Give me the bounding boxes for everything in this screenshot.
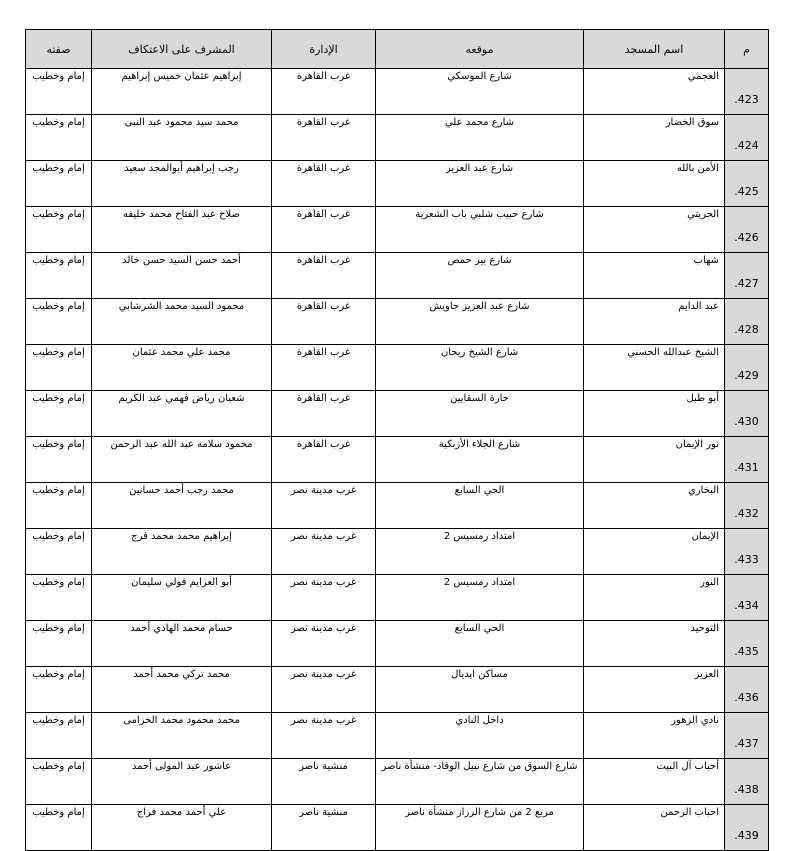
supervisor-cell: محمد رجب أحمد حسانين [92, 483, 272, 529]
location-cell: مربع 2 من شارع الرزاز منشأة ناصر [376, 805, 584, 851]
supervisor-cell: محمد علي محمد عثمان [92, 345, 272, 391]
administration-cell: غرب القاهرة [272, 69, 376, 115]
table-row [26, 299, 769, 345]
mosque-name-cell: العجمي [584, 69, 725, 115]
administration-cell: غرب القاهرة [272, 345, 376, 391]
role-cell: إمام وخطيب [26, 529, 92, 575]
role-cell: إمام وخطيب [26, 253, 92, 299]
role-cell: إمام وخطيب [26, 69, 92, 115]
mosque-name-cell: النور [584, 575, 725, 621]
row-number: .437 [725, 713, 769, 759]
table-row [26, 575, 769, 621]
role-cell: إمام وخطيب [26, 345, 92, 391]
mosque-name-cell: الأمن بالله [584, 161, 725, 207]
role-cell: إمام وخطيب [26, 483, 92, 529]
table-body [26, 69, 769, 851]
role-cell: إمام وخطيب [26, 299, 92, 345]
location-cell: شارع الموسكي [376, 69, 584, 115]
table-row [26, 621, 769, 667]
location-cell: امتداد رمسيس 2 [376, 575, 584, 621]
location-cell: شارع حبيب شلبي باب الشعرية [376, 207, 584, 253]
table-row [26, 391, 769, 437]
row-number: .425 [725, 161, 769, 207]
role-cell: إمام وخطيب [26, 161, 92, 207]
role-cell: إمام وخطيب [26, 391, 92, 437]
administration-cell: غرب مدينة نصر [272, 575, 376, 621]
table-row [26, 345, 769, 391]
administration-cell: غرب القاهرة [272, 437, 376, 483]
row-number: .433 [725, 529, 769, 575]
role-cell: إمام وخطيب [26, 115, 92, 161]
supervisor-cell: شعبان رياض فهمي عبد الكريم [92, 391, 272, 437]
row-number: .436 [725, 667, 769, 713]
row-number: .435 [725, 621, 769, 667]
supervisor-cell: محمود السيد محمد الشرشابي [92, 299, 272, 345]
row-number: .424 [725, 115, 769, 161]
supervisor-cell: إبراهيم محمد محمد فرج [92, 529, 272, 575]
header-mosque-name: اسم المسجد [584, 30, 725, 69]
administration-cell: غرب القاهرة [272, 115, 376, 161]
mosque-name-cell: العزيز [584, 667, 725, 713]
supervisor-cell: صلاح عبد الفتاح محمد خليفه [92, 207, 272, 253]
location-cell: شارع الجلاء الأزبكية [376, 437, 584, 483]
table-header-row [26, 30, 769, 69]
table-row [26, 115, 769, 161]
supervisor-cell: علي أحمد محمد فراج [92, 805, 272, 851]
mosque-name-cell: أحباب آل البيت [584, 759, 725, 805]
supervisor-cell: رجب إبراهيم أبوالمجد سعيد [92, 161, 272, 207]
supervisor-cell: عاشور عبد المولى أحمد [92, 759, 272, 805]
administration-cell: غرب مدينة نصر [272, 667, 376, 713]
administration-cell: غرب القاهرة [272, 299, 376, 345]
location-cell: شارع الشيخ ريحان [376, 345, 584, 391]
table-row [26, 161, 769, 207]
row-number: .438 [725, 759, 769, 805]
supervisor-cell: أبو العزايم فولي سليمان [92, 575, 272, 621]
administration-cell: غرب مدينة نصر [272, 529, 376, 575]
mosque-name-cell: البخاري [584, 483, 725, 529]
role-cell: إمام وخطيب [26, 621, 92, 667]
row-number: .426 [725, 207, 769, 253]
location-cell: شارع عبد العزيز جاويش [376, 299, 584, 345]
row-number: .432 [725, 483, 769, 529]
location-cell: شارع محمد علي [376, 115, 584, 161]
supervisor-cell: حسام محمد الهادي أحمد [92, 621, 272, 667]
header-number: م [725, 30, 769, 69]
supervisor-cell: محمود سلامه عبد الله عبد الرحمن [92, 437, 272, 483]
row-number: .428 [725, 299, 769, 345]
location-cell: الحي السابع [376, 483, 584, 529]
role-cell: إمام وخطيب [26, 207, 92, 253]
mosque-name-cell: التوحيد [584, 621, 725, 667]
row-number: .431 [725, 437, 769, 483]
row-number: .434 [725, 575, 769, 621]
mosque-name-cell: نور الإيمان [584, 437, 725, 483]
location-cell: امتداد رمسيس 2 [376, 529, 584, 575]
table-row [26, 529, 769, 575]
role-cell: إمام وخطيب [26, 667, 92, 713]
table-row [26, 207, 769, 253]
mosque-name-cell: أبو طبل [584, 391, 725, 437]
location-cell: الحي السابع [376, 621, 584, 667]
role-cell: إمام وخطيب [26, 713, 92, 759]
mosque-name-cell: سوق الخضار [584, 115, 725, 161]
table-row [26, 69, 769, 115]
mosque-name-cell: نادي الزهور [584, 713, 725, 759]
row-number: .423 [725, 69, 769, 115]
header-location: موقعه [376, 30, 584, 69]
row-number: .429 [725, 345, 769, 391]
administration-cell: غرب القاهرة [272, 207, 376, 253]
location-cell: شارع السوق من شارع نبيل الوقاد- منشأة ناصر [376, 759, 584, 805]
location-cell: حارة السقايين [376, 391, 584, 437]
supervisor-cell: إبراهيم عثمان خميس إبراهيم [92, 69, 272, 115]
table-row [26, 253, 769, 299]
administration-cell: منشية ناصر [272, 805, 376, 851]
mosque-name-cell: الحريتي [584, 207, 725, 253]
supervisor-cell: محمد سيد محمود عبد النبى [92, 115, 272, 161]
administration-cell: غرب القاهرة [272, 391, 376, 437]
header-role: صفته [26, 30, 92, 69]
header-supervisor: المشرف على الاعتكاف [92, 30, 272, 69]
table-row [26, 667, 769, 713]
table-row [26, 437, 769, 483]
table-row [26, 805, 769, 851]
row-number: .430 [725, 391, 769, 437]
location-cell: شارع عبد العزيز [376, 161, 584, 207]
administration-cell: غرب مدينة نصر [272, 483, 376, 529]
table-row [26, 713, 769, 759]
role-cell: إمام وخطيب [26, 805, 92, 851]
administration-cell: غرب القاهرة [272, 253, 376, 299]
mosque-name-cell: الشيخ عبدالله الحسني [584, 345, 725, 391]
row-number: .439 [725, 805, 769, 851]
role-cell: إمام وخطيب [26, 575, 92, 621]
administration-cell: غرب مدينة نصر [272, 621, 376, 667]
mosque-roster-table [25, 29, 769, 851]
location-cell: شارع بير حمص [376, 253, 584, 299]
mosque-name-cell: الإيمان [584, 529, 725, 575]
location-cell: داخل النادي [376, 713, 584, 759]
table-row [26, 759, 769, 805]
table-row [26, 483, 769, 529]
mosque-name-cell: عبد الدايم [584, 299, 725, 345]
row-number: .427 [725, 253, 769, 299]
administration-cell: منشية ناصر [272, 759, 376, 805]
role-cell: إمام وخطيب [26, 437, 92, 483]
supervisor-cell: محمد تركي محمد أحمد [92, 667, 272, 713]
location-cell: مساكن ايديال [376, 667, 584, 713]
supervisor-cell: محمد محمود محمد الخزامى [92, 713, 272, 759]
role-cell: إمام وخطيب [26, 759, 92, 805]
mosque-name-cell: شهاب [584, 253, 725, 299]
administration-cell: غرب مدينة نصر [272, 713, 376, 759]
administration-cell: غرب القاهرة [272, 161, 376, 207]
mosque-name-cell: احباب الرحمن [584, 805, 725, 851]
supervisor-cell: أحمد حسن السيد حسن خالد [92, 253, 272, 299]
header-administration: الإدارة [272, 30, 376, 69]
